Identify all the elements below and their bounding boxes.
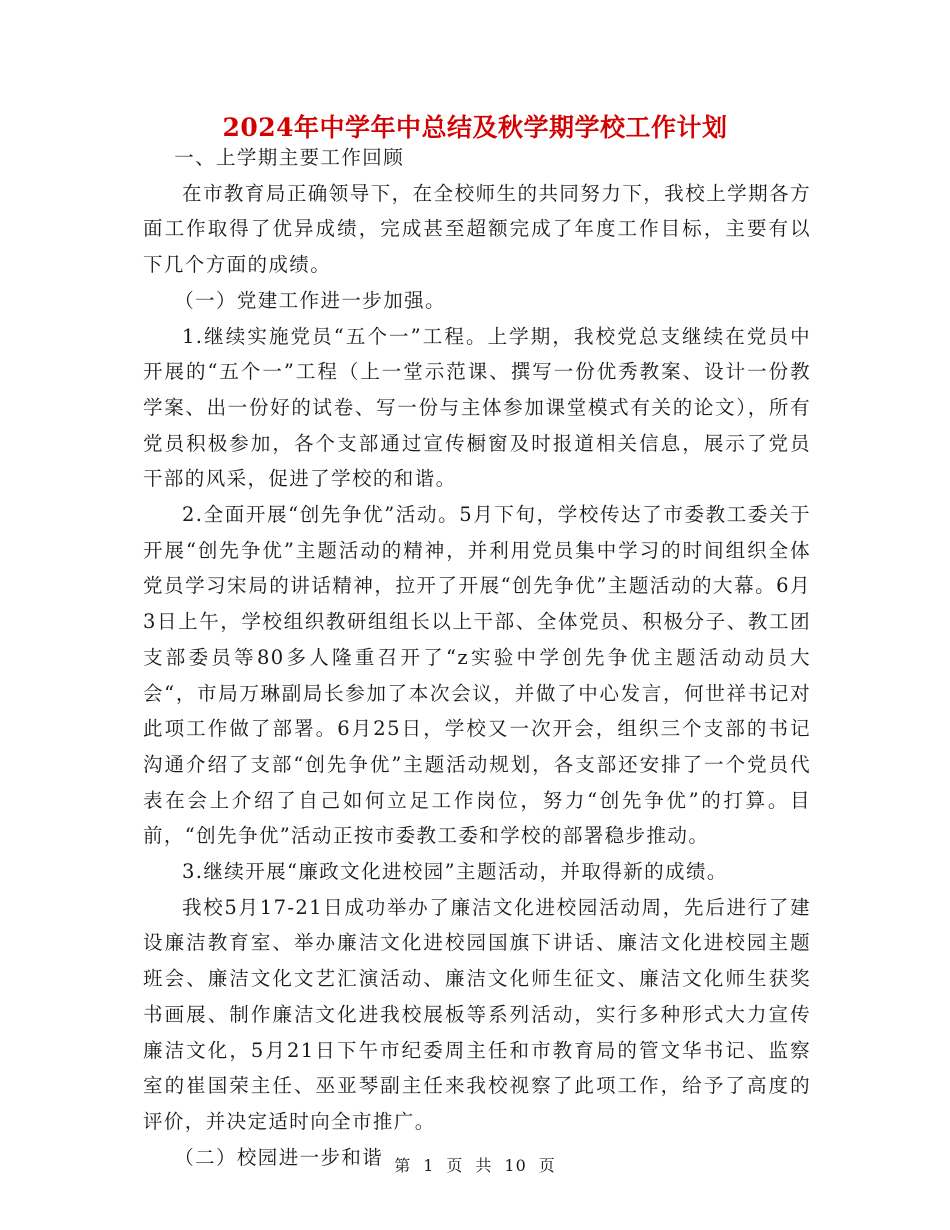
paragraph-item-1: 1.继续实施党员“五个一”工程。上学期，我校党总支继续在党员中开展的“五个一”工程（上一堂示范课、撰写一份优秀教案、设计一份教学案、出一份好的试卷、写一份与主体参加课堂模式有关的论文），所有党员积极参加，各个支部通过宣传橱窗及时报道相关信息，展示了党员干部的风采，促进了学校的和谐。 [143, 324, 811, 491]
page-footer [0, 1153, 950, 1176]
section-heading: 一、上学期主要工作回顾 [174, 146, 405, 169]
document-body [143, 140, 811, 1175]
footer-prefix: 第 [394, 1156, 412, 1175]
paragraph-item-2: 2.全面开展“创先争优”活动。5月下旬，学校传达了市委教工委关于开展“创先争优”主题活动的精神，并利用党员集中学习的时间组织全体党员学习宋局的讲话精神，拉开了开展“创先争优”主题活动的大幕。6月3日上午，学校组织教研组组长以上干部、全体党员、积极分子、教工团支部委员等80多人隆重召开了“z实验中学创先争优主题活动动员大会“，市局万琳副局长参加了本次会议，并做了中心发言，何世祥书记对此项工作做了部署。6月25日，学校又一次开会，组织三个支部的书记沟通介绍了支部“创先争优”主题活动规划，各支部还安排了一个党员代表在会上介绍了自己如何立足工作岗位，努力“创先争优”的打算。目前，“创先争优”活动正按市委教工委和学校的部署稳步推动。 [143, 503, 811, 848]
paragraph-intro: 在市教育局正确领导下，在全校师生的共同努力下，我校上学期各方面工作取得了优异成绩，完成甚至超额完成了年度工作目标，主要有以下几个方面的成绩。 [143, 181, 811, 277]
document-title: 2024年中学年中总结及秋学期学校工作计划 [222, 113, 728, 142]
paragraph-clean-culture: 我校5月17-21日成功举办了廉洁文化进校园活动周，先后进行了建设廉洁教育室、举办廉洁文化进校园国旗下讲话、廉洁文化进校园主题班会、廉洁文化文艺汇演活动、廉洁文化师生征文、廉洁文化师生获奖书画展、制作廉洁文化进我校展板等系列活动，实行多种形式大力宣传廉洁文化，5月21日下午市纪委周主任和市教育局的管文华书记、监察室的崔国荣主任、巫亚琴副主任来我校视察了此项工作，给予了高度的评价，并决定适时向全市推广。 [143, 895, 811, 1133]
footer-total-prefix: 共 [475, 1156, 493, 1175]
footer-page-total: 10 [504, 1156, 527, 1175]
footer-suffix: 页 [538, 1156, 556, 1175]
footer-page-label: 页 [446, 1156, 464, 1175]
subsection-heading-campus: （二）校园进一步和谐 [174, 1145, 384, 1169]
subsection-heading-party: （一）党建工作进一步加强。 [174, 288, 446, 312]
footer-page-current: 1 [423, 1156, 435, 1175]
paragraph-item-3: 3.继续开展“廉政文化进校园”主题活动，并取得新的成绩。 [182, 860, 728, 884]
